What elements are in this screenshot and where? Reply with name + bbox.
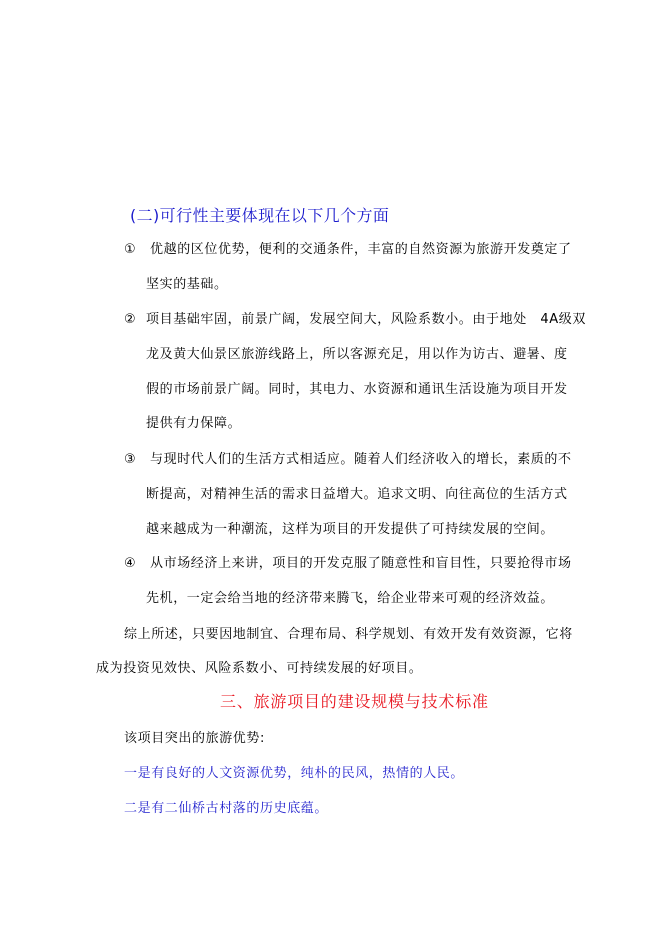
item-2-marker: ② [124, 312, 137, 327]
section-heading: (二)可行性主要体现在以下几个方面 [130, 206, 390, 225]
summary-line-2: 成为投资见效快、风险系数小、可持续发展的好项目。 [96, 661, 423, 676]
item-2-text-line-1: 项目基础牢固，前景广阔，发展空间大，风险系数小。由于地处 4A级双 [146, 312, 586, 327]
list-item-1-line-1 [124, 241, 572, 259]
chapter-heading: 三、旅游项目的建设规模与技术标准 [220, 692, 489, 711]
advantage-1: 一是有良好的人文资源优势，纯朴的民风，热情的人民。 [124, 766, 465, 781]
item-3-marker: ③ [124, 452, 137, 467]
list-item-2-line-1 [124, 311, 586, 329]
list-item-4-line-1 [124, 555, 572, 573]
summary-line-1: 综上所述，只要因地制宜、合理布局、科学规划、有效开发有效资源，它将 [124, 627, 573, 642]
list-item-2-line-4: 提供有力保障。 [146, 416, 242, 431]
list-item-3-line-2: 断提高，对精神生活的需求日益增大。追求文明、向往高位的生活方式 [146, 487, 568, 502]
item-4-marker: ④ [124, 556, 137, 571]
advantage-2: 二是有二仙桥古村落的历史底蕴。 [124, 801, 329, 816]
item-1-marker: ① [124, 242, 137, 257]
item-3-text-line-1: 与现时代人们的生活方式相适应。随着人们经济收入的增长，素质的不 [150, 452, 572, 467]
advantages-intro: 该项目突出的旅游优势: [124, 731, 265, 746]
list-item-2-line-2: 龙及黄大仙景区旅游线路上，所以客源充足，用以作为访古、避暑、度 [146, 347, 568, 362]
list-item-1-line-2: 坚实的基础。 [146, 277, 228, 292]
list-item-4-line-2: 先机，一定会给当地的经济带来腾飞，给企业带来可观的经济效益。 [146, 591, 555, 606]
item-1-text-line-1: 优越的区位优势，便利的交通条件，丰富的自然资源为旅游开发奠定了 [150, 242, 572, 257]
list-item-3-line-3: 越来越成为一种潮流，这样为项目的开发提供了可持续发展的空间。 [146, 522, 555, 537]
item-4-text-line-1: 从市场经济上来讲，项目的开发克服了随意性和盲目性，只要抢得市场 [150, 556, 572, 571]
list-item-2-line-3: 假的市场前景广阔。同时，其电力、水资源和通讯生活设施为项目开发 [146, 382, 568, 397]
list-item-3-line-1 [124, 451, 572, 469]
